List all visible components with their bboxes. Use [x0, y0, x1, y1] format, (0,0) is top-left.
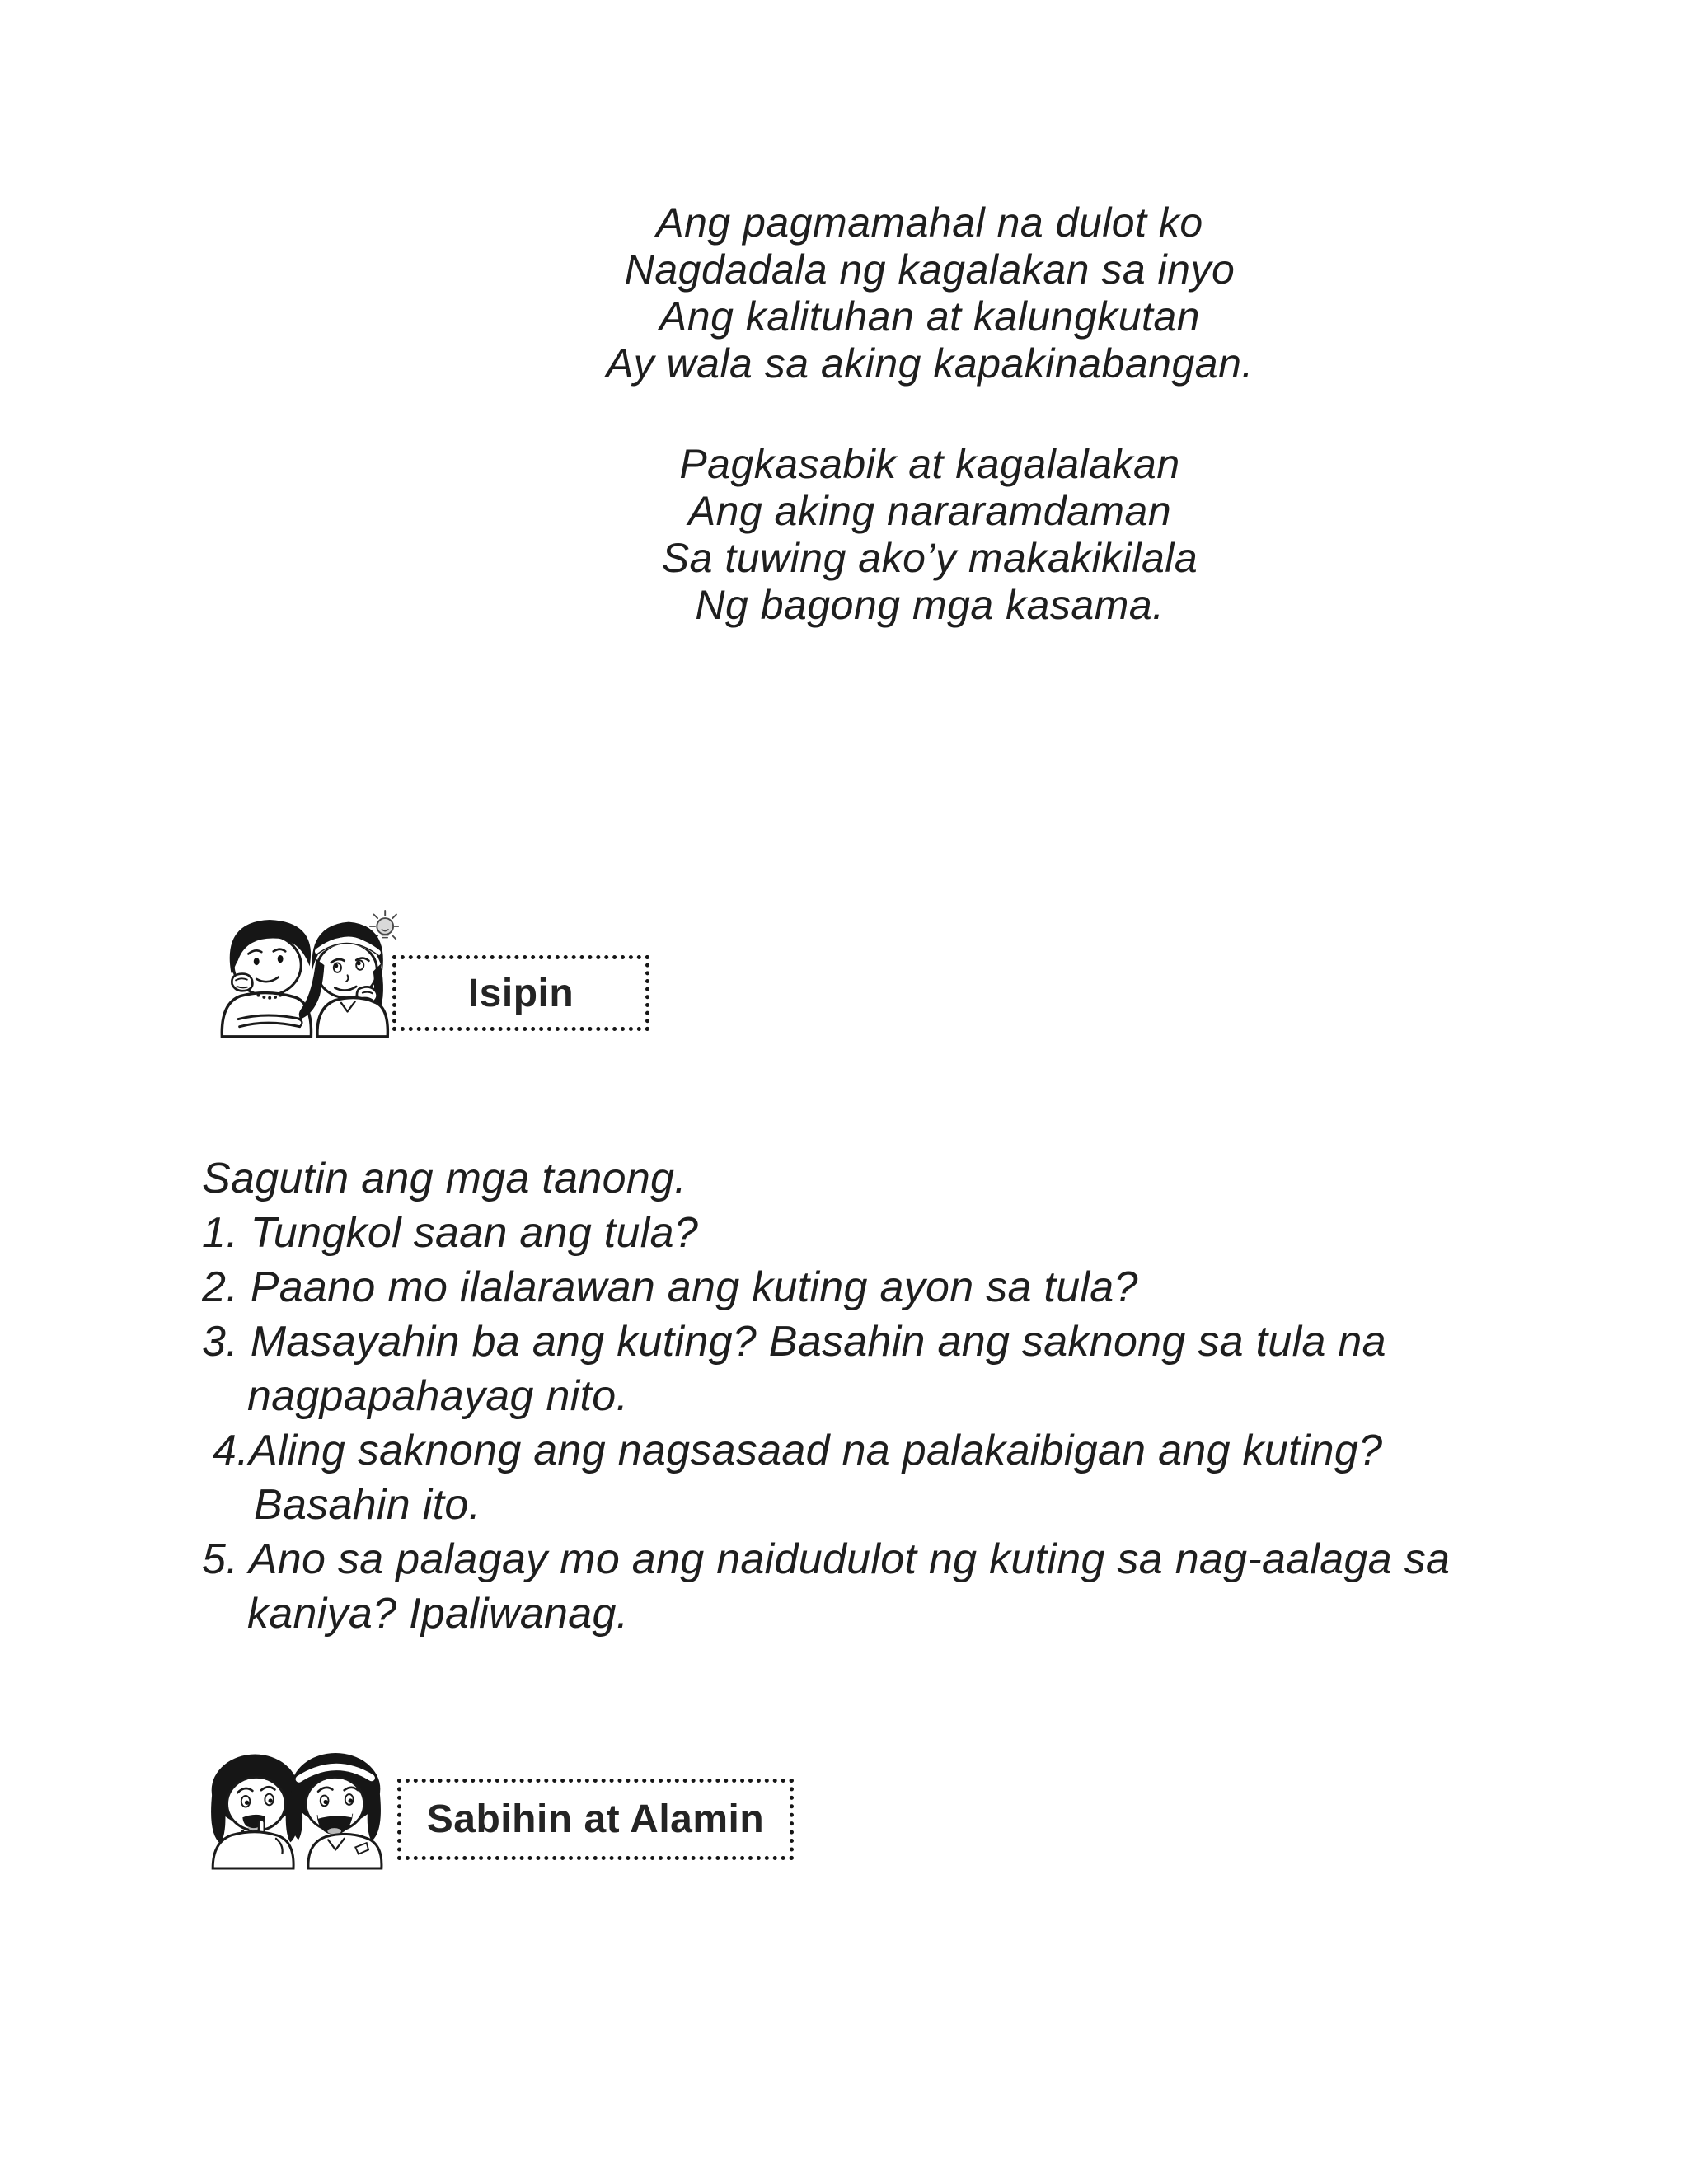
isipin-label: Isipin [467, 971, 574, 1015]
questions-intro: Sagutin ang mga tanong. [202, 1155, 687, 1202]
thinking-boy [222, 921, 311, 1037]
thinking-children-illustration [204, 900, 399, 1044]
poem-line: Nagdadala ng kagalakan sa inyo [624, 246, 1236, 293]
question-line-5: 5. Ano sa palagay mo ang naidudulot ng kuting sa nag-aalaga sa [202, 1535, 1451, 1583]
poem-line: Pagkasabik at kagalalakan [679, 441, 1180, 487]
question-line-5-continued: kaniya? Ipaliwanag. [247, 1590, 629, 1638]
question-line-3: 3. Masayahin ba ang kuting? Basahin ang saknong sa tula na [202, 1318, 1386, 1366]
question-line-2: 2. Paano mo ilalarawan ang kuting ayon sa tula? [202, 1263, 1138, 1311]
question-line-4-continued: Basahin ito. [254, 1481, 481, 1529]
poem [171, 199, 1688, 629]
talking-girl-left [211, 1755, 299, 1868]
poem-line: Sa tuwing ako’y makakikilala [661, 535, 1198, 581]
questions [202, 1151, 1562, 1641]
question-line-3-continued: nagpapahayag nito. [247, 1372, 629, 1420]
question-line-4: 4.Aling saknong ang nagsasaad na palakaibigan ang kuting? [213, 1427, 1383, 1474]
sabihin-label: Sabihin at Alamin [426, 1797, 765, 1841]
talking-girl-right [290, 1753, 382, 1868]
question-line-1: 1. Tungkol saan ang tula? [202, 1209, 699, 1257]
poem-line: Ang pagmamahal na dulot ko [656, 199, 1203, 246]
poem-line: Ang kalituhan at kalungkutan [659, 293, 1201, 340]
poem-line: Ay wala sa aking kapakinabangan. [606, 340, 1254, 387]
talking-children-illustration [203, 1741, 389, 1871]
poem-stanza-1 [171, 199, 1688, 387]
sabihin-label-box [397, 1779, 794, 1860]
poem-stanza-2 [171, 441, 1688, 629]
isipin-label-box [392, 955, 649, 1031]
poem-line: Ang aking nararamdaman [687, 488, 1172, 534]
thinking-girl [299, 922, 388, 1037]
poem-line: Ng bagong mga kasama. [695, 582, 1165, 628]
